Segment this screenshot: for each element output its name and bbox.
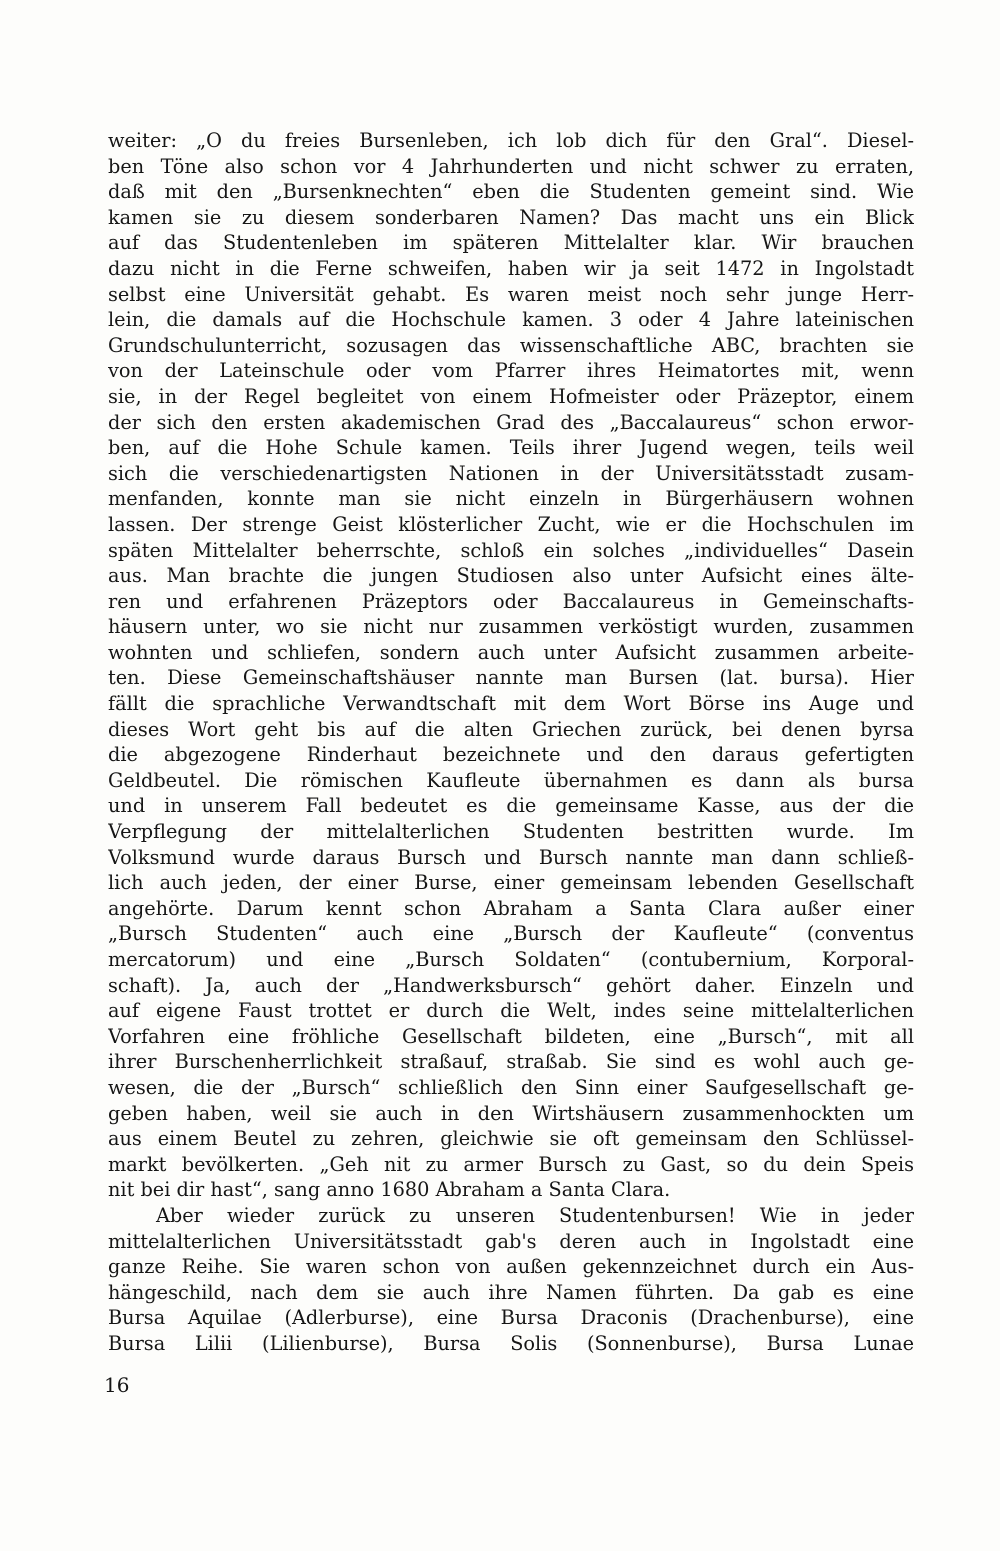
body-text bbox=[108, 128, 914, 1357]
text-line: von der Lateinschule oder vom Pfarrer ihres Heimatortes mit, wenn bbox=[108, 359, 914, 383]
text-line: ten. Diese Gemeinschaftshäuser nannte man Bursen (lat. bursa). Hier bbox=[108, 666, 914, 690]
text-line: sich die verschiedenartigsten Nationen in der Universitätsstadt zusam- bbox=[108, 461, 914, 485]
text-line: geben haben, weil sie auch in den Wirtshäusern zusammenhockten um bbox=[108, 1101, 914, 1125]
text-line: häusern unter, wo sie nicht nur zusammen verköstigt wurden, zusammen bbox=[108, 615, 914, 639]
text-line: selbst eine Universität gehabt. Es waren meist noch sehr junge Herr- bbox=[108, 282, 914, 306]
text-line: ren und erfahrenen Präzeptors oder Baccalaureus in Gemeinschafts- bbox=[108, 589, 914, 613]
page-number: 16 bbox=[104, 1373, 130, 1397]
text-line: kamen sie zu diesem sonderbaren Namen? Das macht uns ein Blick bbox=[108, 205, 914, 229]
text-line: ganze Reihe. Sie waren schon von außen gekennzeichnet durch ein Aus- bbox=[108, 1255, 914, 1279]
text-line: Aber wieder zurück zu unseren Studentenbursen! Wie in jeder bbox=[156, 1203, 914, 1227]
text-line: lassen. Der strenge Geist klösterlicher Zucht, wie er die Hochschulen im bbox=[108, 512, 914, 536]
text-line: lein, die damals auf die Hochschule kamen. 3 oder 4 Jahre lateinischen bbox=[108, 308, 914, 332]
text-line: schaft). Ja, auch der „Handwerksbursch“ gehört daher. Einzeln und bbox=[108, 973, 914, 997]
text-line: mittelalterlichen Universitätsstadt gab's deren auch in Ingolstadt eine bbox=[108, 1229, 914, 1253]
text-line: angehörte. Darum kennt schon Abraham a Santa Clara außer einer bbox=[108, 896, 914, 920]
text-line: lich auch jeden, der einer Burse, einer gemeinsam lebenden Gesellschaft bbox=[108, 871, 914, 895]
text-line: daß mit den „Bursenknechten“ eben die Studenten gemeint sind. Wie bbox=[108, 180, 914, 204]
text-line: die abgezogene Rinderhaut bezeichnete und den daraus gefertigten bbox=[108, 743, 914, 767]
text-line: aus einem Beutel zu zehren, gleichwie sie oft gemeinsam den Schlüssel- bbox=[108, 1127, 914, 1151]
text-line: späten Mittelalter beherrschte, schloß ein solches „individuelles“ Dasein bbox=[108, 538, 914, 562]
text-line: hängeschild, nach dem sie auch ihre Namen führten. Da gab es eine bbox=[108, 1280, 914, 1304]
text-line: „Bursch Studenten“ auch eine „Bursch der Kaufleute“ (conventus bbox=[108, 922, 914, 946]
text-line: markt bevölkerten. „Geh nit zu armer Bursch zu Gast, so du dein Speis bbox=[108, 1152, 914, 1176]
text-line: Bursa Aquilae (Adlerburse), eine Bursa Draconis (Drachenburse), eine bbox=[108, 1306, 914, 1330]
text-line: mercatorum) und eine „Bursch Soldaten“ (contubernium, Korporal- bbox=[108, 948, 914, 971]
text-line: ben, auf die Hohe Schule kamen. Teils ihrer Jugend wegen, teils weil bbox=[108, 436, 914, 460]
text-line: aus. Man brachte die jungen Studiosen also unter Aufsicht eines älte- bbox=[108, 564, 914, 588]
text-line: Vorfahren eine fröhliche Gesellschaft bildeten, eine „Bursch“, mit all bbox=[108, 1024, 914, 1048]
text-line: menfanden, konnte man sie nicht einzeln in Bürgerhäusern wohnen bbox=[108, 487, 914, 511]
text-line: dazu nicht in die Ferne schweifen, haben wir ja seit 1472 in Ingolstadt bbox=[108, 256, 914, 280]
text-line: und in unserem Fall bedeutet es die gemeinsame Kasse, aus der die bbox=[108, 794, 914, 818]
text-line: dieses Wort geht bis auf die alten Griechen zurück, bei denen byrsa bbox=[108, 717, 914, 741]
text-line: auf eigene Faust trottet er durch die Welt, indes seine mittelalterlichen bbox=[108, 999, 914, 1023]
text-line: Geldbeutel. Die römischen Kaufleute übernahmen es dann als bursa bbox=[108, 768, 914, 792]
text-line: Bursa Lilii (Lilienburse), Bursa Solis (Sonnenburse), Bursa Lunae bbox=[108, 1331, 914, 1355]
text-line: wesen, die der „Bursch“ schließlich den Sinn einer Saufgesellschaft ge- bbox=[108, 1075, 914, 1099]
text-line: wohnten und schliefen, sondern auch unter Aufsicht zusammen arbeite- bbox=[108, 640, 914, 664]
text-line: Verpflegung der mittelalterlichen Studenten bestritten wurde. Im bbox=[108, 820, 914, 844]
text-line: nit bei dir hast“, sang anno 1680 Abraham a Santa Clara. bbox=[108, 1178, 671, 1202]
text-line: ihrer Burschenherrlichkeit straßauf, straßab. Sie sind es wohl auch ge- bbox=[108, 1050, 914, 1074]
text-line: fällt die sprachliche Verwandtschaft mit dem Wort Börse ins Auge und bbox=[108, 692, 914, 716]
text-line: ben Töne also schon vor 4 Jahrhunderten und nicht schwer zu erraten, bbox=[108, 154, 914, 178]
text-line: Grundschulunterricht, sozusagen das wissenschaftliche ABC, brachten sie bbox=[108, 333, 914, 357]
text-line: weiter: „O du freies Bursenleben, ich lob dich für den Gral“. Diesel- bbox=[108, 129, 914, 152]
text-line: sie, in der Regel begleitet von einem Hofmeister oder Präzeptor, einem bbox=[108, 384, 914, 408]
text-line: der sich den ersten akademischen Grad des „Baccalaureus“ schon erwor- bbox=[108, 410, 914, 434]
text-line: auf das Studentenleben im späteren Mittelalter klar. Wir brauchen bbox=[108, 231, 914, 255]
text-line: Volksmund wurde daraus Bursch und Bursch nannte man dann schließ- bbox=[108, 845, 914, 869]
